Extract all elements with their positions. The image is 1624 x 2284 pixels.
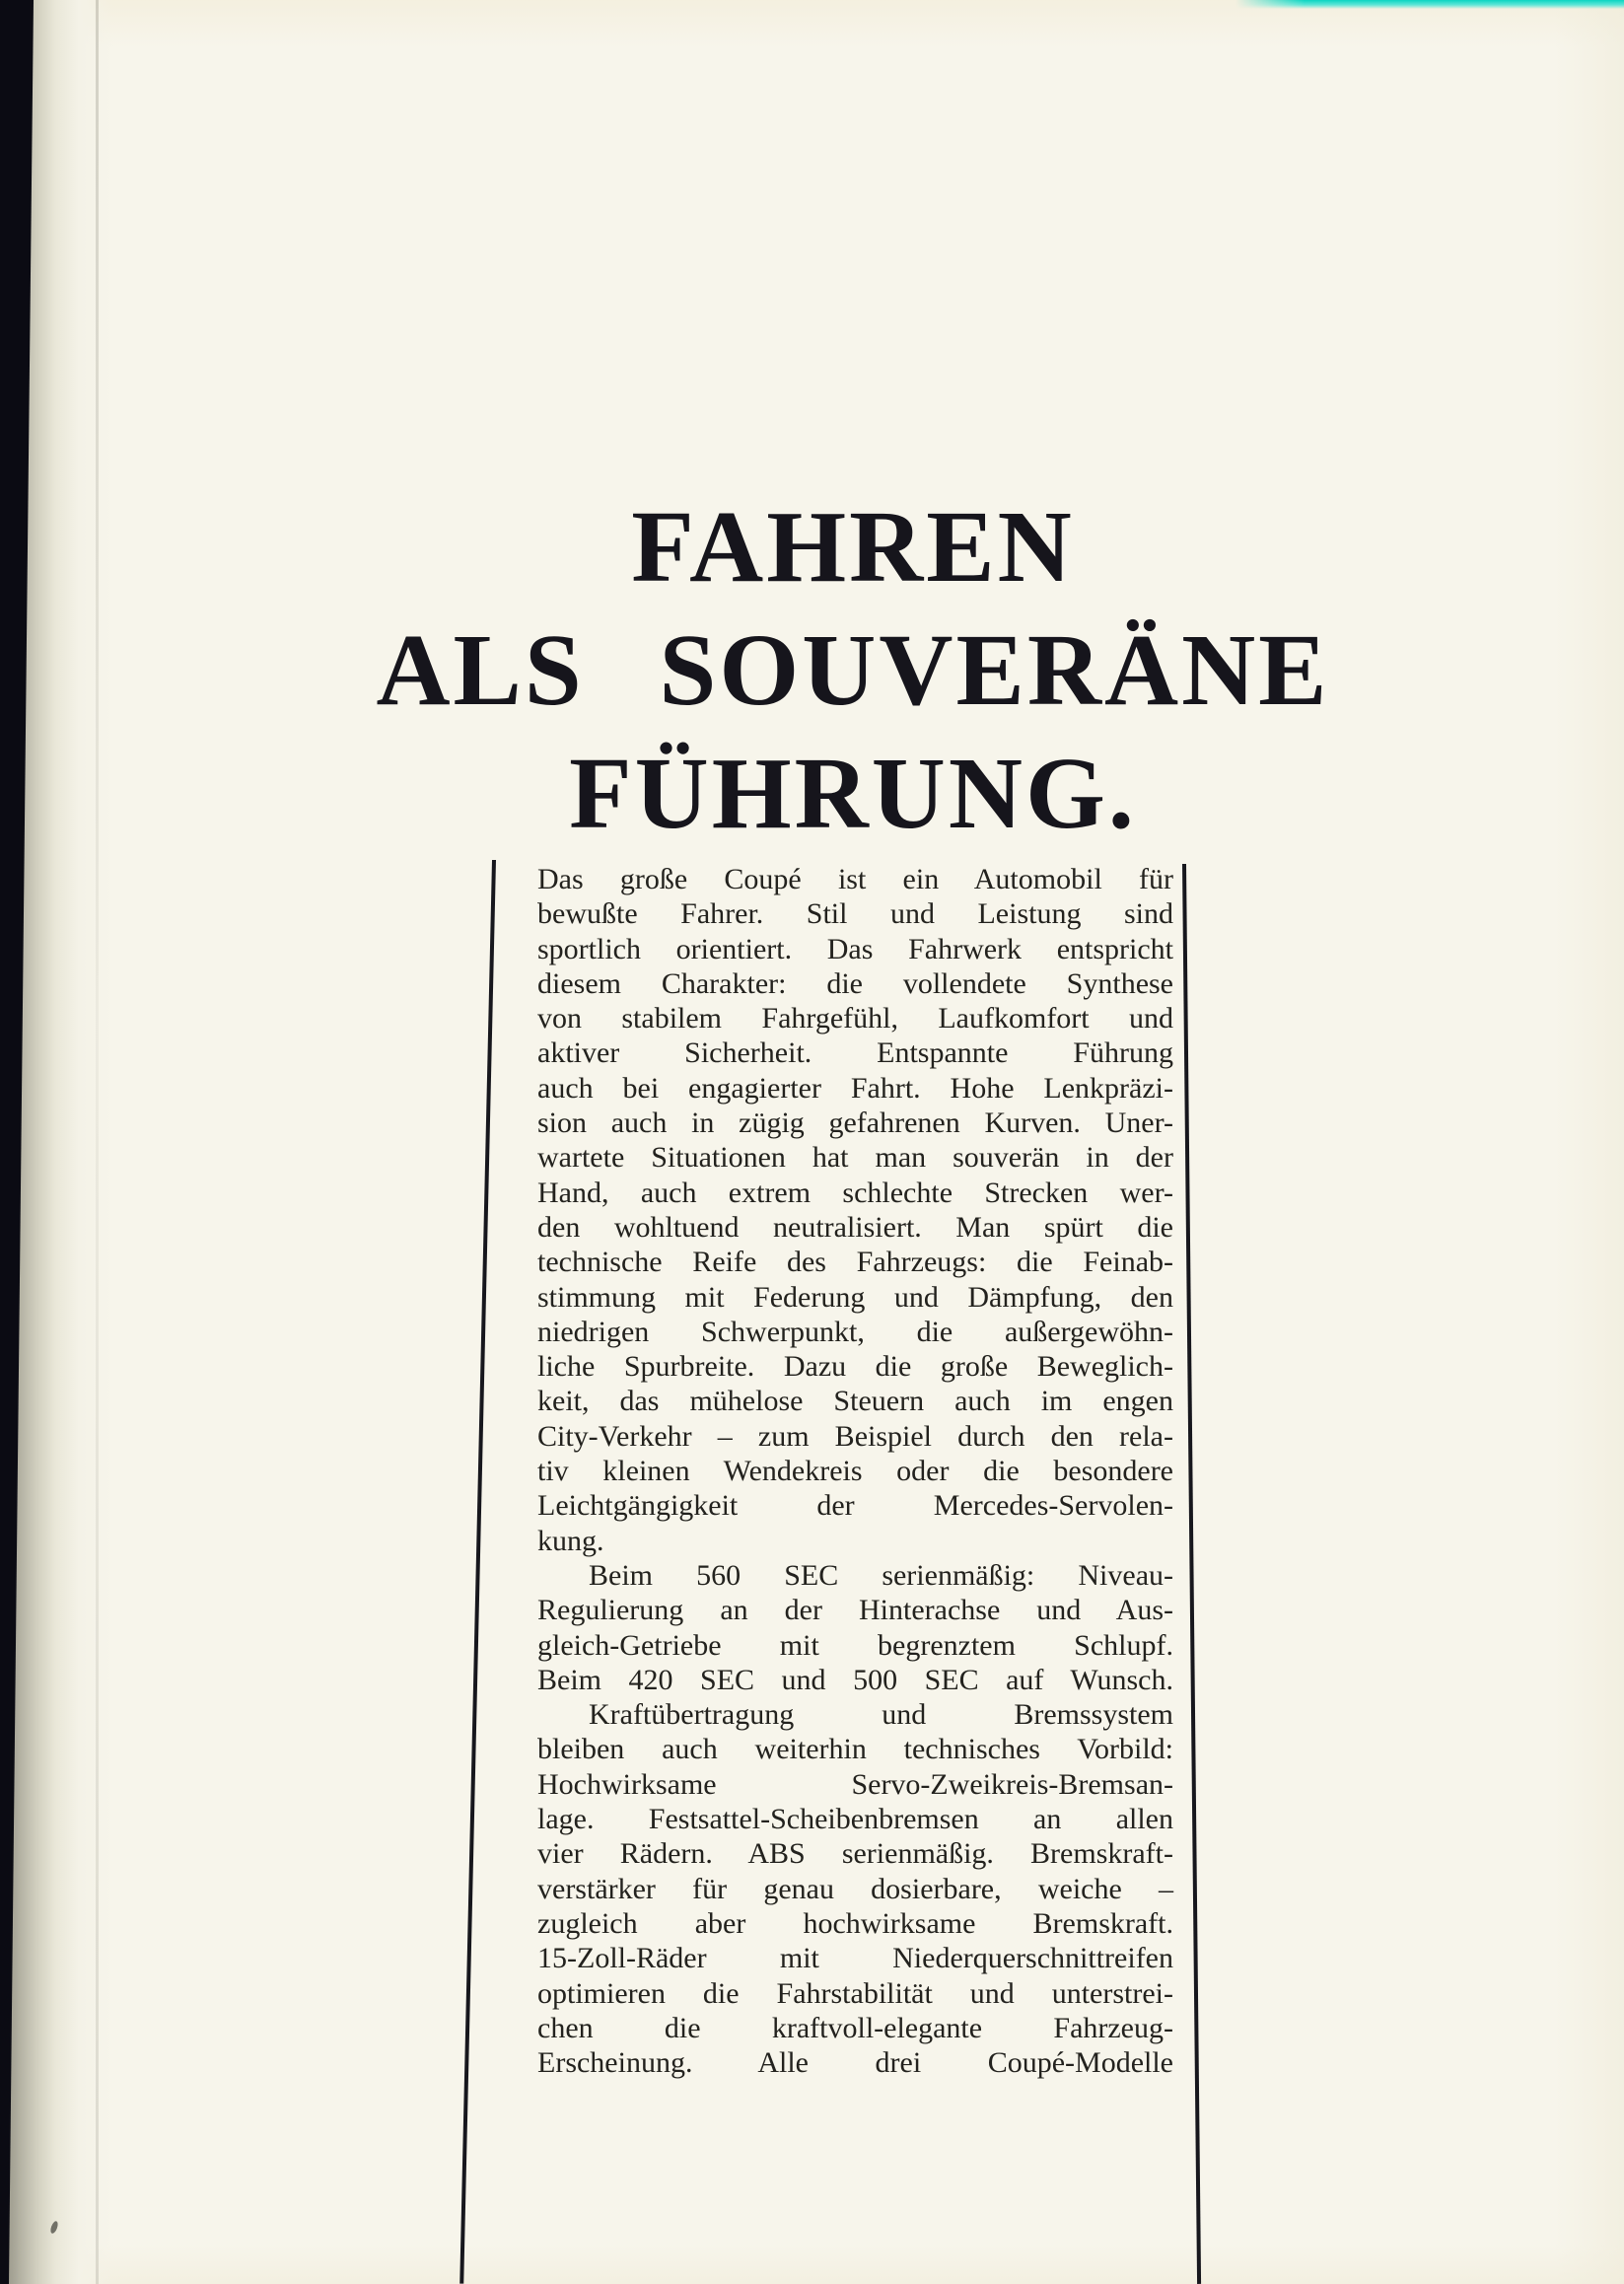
body-text-line: sion auch in zügig gefahrenen Kurven. Uner- xyxy=(537,1106,1173,1140)
body-text-line: kung. xyxy=(537,1524,604,1557)
body-text-line: lage. Festsattel-Scheibenbremsen an allen xyxy=(537,1803,1173,1836)
body-text-line: sportlich orientiert. Das Fahrwerk entspricht xyxy=(537,932,1173,965)
body-text-line: City-Verkehr – zum Beispiel durch den rela- xyxy=(537,1419,1173,1453)
paper-crease-line xyxy=(96,0,99,2284)
body-text-line: verstärker für genau dosierbare, weiche – xyxy=(537,1872,1173,1905)
page-title-line-3: FÜHRUNG. xyxy=(569,737,1137,850)
body-text-line: Beim 420 SEC und 500 SEC auf Wunsch. xyxy=(537,1663,1173,1696)
body-text-line: Erscheinung. Alle drei Coupé-Modelle xyxy=(537,2046,1173,2080)
page-title-line-1: FAHREN xyxy=(631,490,1075,604)
column-rule-right xyxy=(1182,864,1201,2284)
body-text-line: Hand, auch extrem schlechte Strecken wer- xyxy=(537,1176,1173,1209)
body-text-line: auch bei engagierter Fahrt. Hohe Lenkpräzi- xyxy=(537,1071,1173,1105)
body-text-line: aktiver Sicherheit. Entspannte Führung xyxy=(537,1036,1173,1070)
column-rule-left xyxy=(459,860,496,2284)
body-text-line: diesem Charakter: die vollendete Synthese xyxy=(537,966,1173,1000)
body-text-line: 15-Zoll-Räder mit Niederquerschnittreifen xyxy=(537,1942,1173,1975)
teal-accent-strip xyxy=(1236,0,1624,9)
body-text-line: technische Reife des Fahrzeugs: die Feinab- xyxy=(537,1246,1173,1279)
body-text-column xyxy=(537,862,1173,2080)
body-text-line: optimieren die Fahrstabilität und unterstrei- xyxy=(537,1976,1173,2010)
body-text-line: chen die kraftvoll-elegante Fahrzeug- xyxy=(537,2011,1173,2044)
body-text-line: Das große Coupé ist ein Automobil für xyxy=(537,863,1173,895)
paper-tint-bottom xyxy=(0,2245,1624,2284)
body-text-line: liche Spurbreite. Dazu die große Beweglich- xyxy=(537,1350,1173,1384)
body-text-line: stimmung mit Federung und Dämpfung, den xyxy=(537,1280,1173,1314)
body-text-line: Kraftübertragung und Bremssystem xyxy=(589,1698,1173,1732)
body-text-line: wartete Situationen hat man souverän in der xyxy=(537,1141,1173,1175)
body-text-line: von stabilem Fahrgefühl, Laufkomfort und xyxy=(537,1002,1173,1035)
body-text-line: Beim 560 SEC serienmäßig: Niveau- xyxy=(589,1558,1173,1592)
page-title xyxy=(237,485,1469,855)
body-text-line: keit, das mühelose Steuern auch im engen xyxy=(537,1385,1173,1418)
page-title-line-2: ALS SOUVERÄNE xyxy=(376,613,1330,727)
body-text-line: niedrigen Schwerpunkt, die außergewöhn- xyxy=(537,1315,1173,1348)
body-text-line: den wohltuend neutralisiert. Man spürt die xyxy=(537,1210,1173,1244)
body-text-line: vier Rädern. ABS serienmäßig. Bremskraft- xyxy=(537,1837,1173,1871)
body-text-line: bleiben auch weiterhin technisches Vorbild: xyxy=(537,1733,1173,1766)
paper-tint-right xyxy=(1555,0,1624,2284)
body-text-line: Leichtgängigkeit der Mercedes-Servolen- xyxy=(537,1489,1173,1523)
body-text-line: zugleich aber hochwirksame Bremskraft. xyxy=(537,1906,1173,1940)
body-text-line: bewußte Fahrer. Stil und Leistung sind xyxy=(537,897,1173,931)
body-text-line: Regulierung an der Hinterachse und Aus- xyxy=(537,1594,1173,1627)
body-text-line: gleich-Getriebe mit begrenztem Schlupf. xyxy=(537,1628,1173,1662)
body-text-line: tiv kleinen Wendekreis oder die besondere xyxy=(537,1455,1173,1488)
body-text-line: Hochwirksame Servo-Zweikreis-Bremsan- xyxy=(537,1767,1173,1801)
